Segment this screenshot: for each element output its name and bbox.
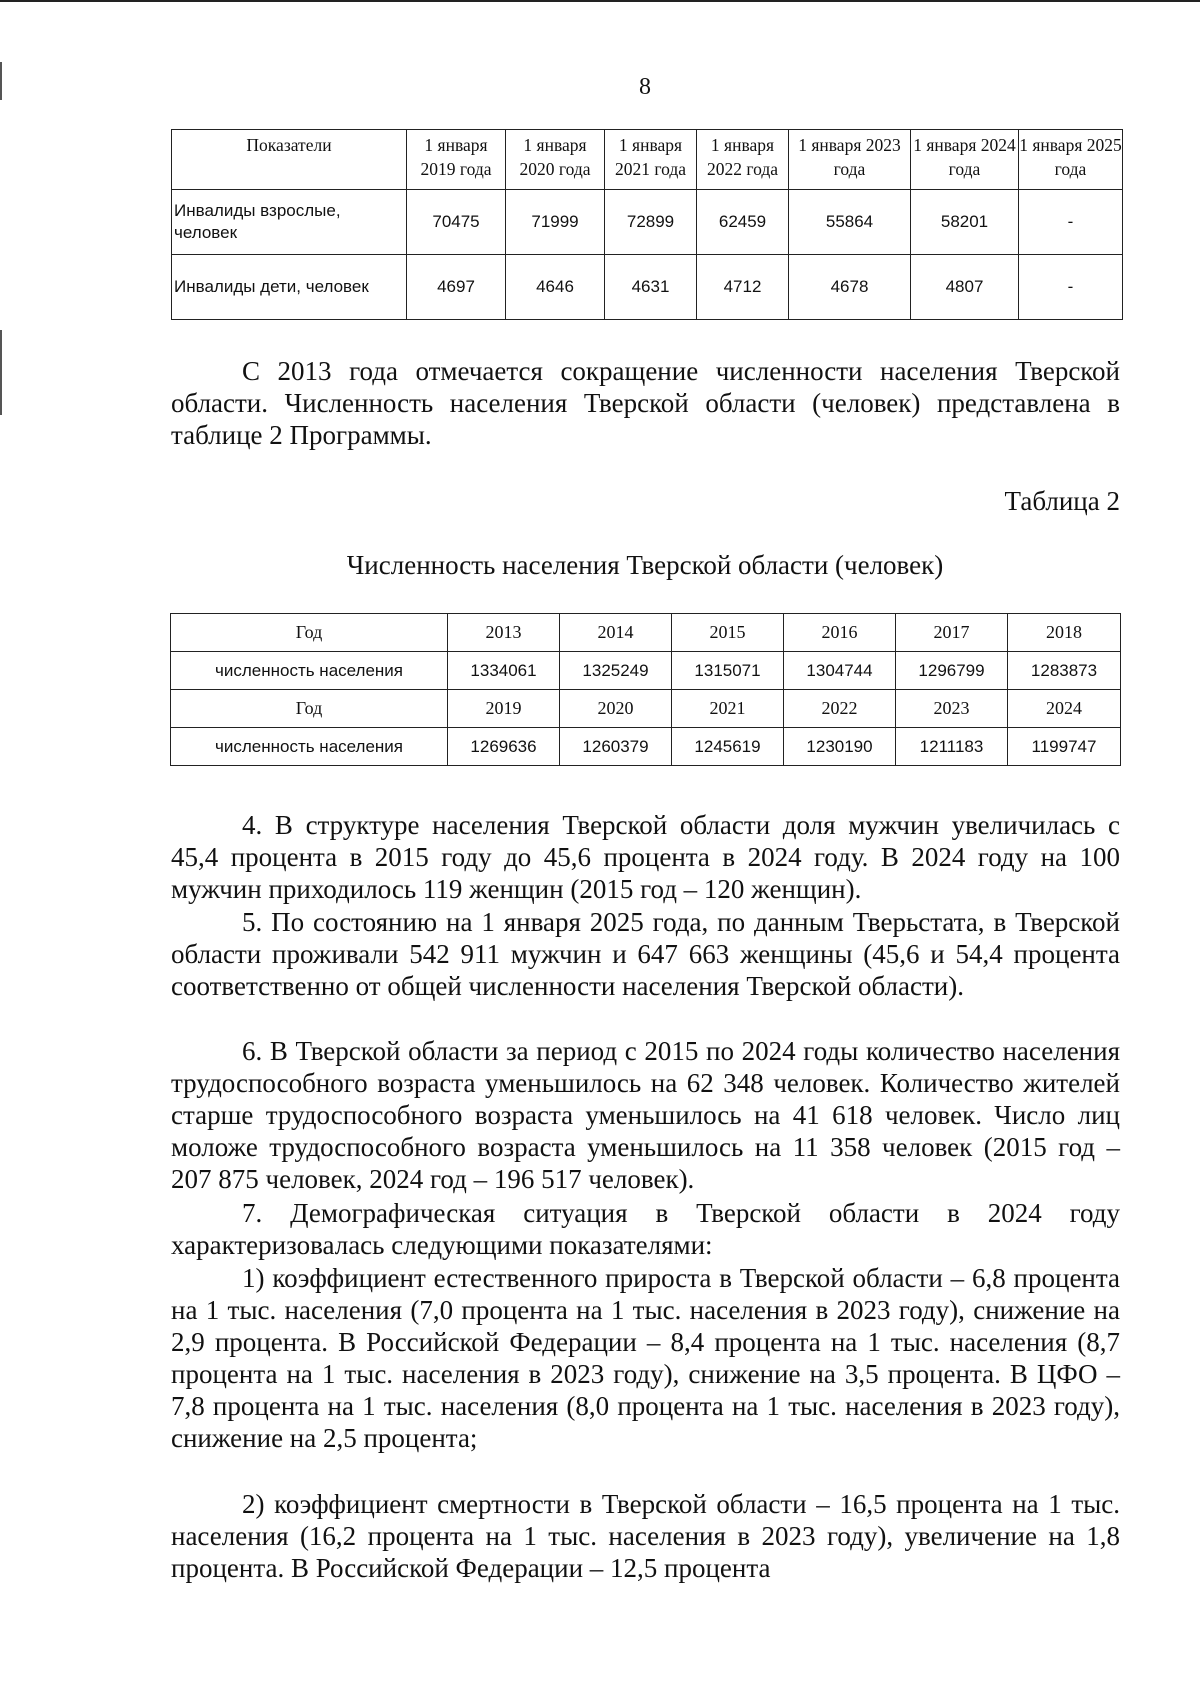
- table-header-cell: 1 января 2020 года: [506, 130, 605, 190]
- scan-margin-mark: [0, 330, 2, 415]
- table-cell: 1315071: [672, 652, 784, 690]
- table-cell: 1245619: [672, 728, 784, 766]
- row-label: Инвалиды взрослые, человек: [172, 190, 407, 255]
- table-header-row: [172, 130, 1123, 190]
- table-cell: 2022: [784, 690, 896, 728]
- table-row: [171, 652, 1121, 690]
- table-cell: 4631: [605, 255, 697, 320]
- table-cell: -: [1019, 190, 1123, 255]
- table-cell: 1325249: [560, 652, 672, 690]
- table-row: [171, 690, 1121, 728]
- paragraph-7-item-2: 2) коэффициент смертности в Тверской области – 16,5 процента на 1 тыс. населения (16,2 процента на 1 тыс. населения в 2023 году), увеличение на 1,8 процента. В Российской Федерации – 12,5 процента: [171, 1489, 1120, 1583]
- table-cell: 4712: [697, 255, 789, 320]
- table-cell: 2014: [560, 614, 672, 652]
- row-label: численность населения: [171, 728, 448, 766]
- table-header-cell: 1 января 2019 года: [407, 130, 506, 190]
- table-cell: 55864: [789, 190, 911, 255]
- table-row: [172, 190, 1123, 255]
- table-header-cell: 1 января 2022 года: [697, 130, 789, 190]
- table-cell: 2016: [784, 614, 896, 652]
- table-cell: 2020: [560, 690, 672, 728]
- paragraph-7: 7. Демографическая ситуация в Тверской области в 2024 году характеризовалась следующими показателями:: [171, 1198, 1120, 1260]
- intro-paragraph: С 2013 года отмечается сокращение численности населения Тверской области. Численность населения Тверской области (человек) представлена в таблице 2 Программы.: [171, 356, 1120, 450]
- table-2-label: Таблица 2: [1004, 486, 1120, 516]
- table-cell: 1199747: [1008, 728, 1121, 766]
- table-cell: 62459: [697, 190, 789, 255]
- table-cell: 71999: [506, 190, 605, 255]
- table-cell: 2021: [672, 690, 784, 728]
- row-label: Год: [171, 690, 448, 728]
- table-cell: -: [1019, 255, 1123, 320]
- table-cell: 4646: [506, 255, 605, 320]
- disabled-persons-table: [171, 129, 1123, 320]
- table-cell: 2015: [672, 614, 784, 652]
- population-table: [170, 613, 1121, 766]
- table-cell: 2017: [896, 614, 1008, 652]
- table-cell: 1304744: [784, 652, 896, 690]
- table-cell: 58201: [911, 190, 1019, 255]
- table-header-cell: 1 января 2023 года: [789, 130, 911, 190]
- table-header-cell: 1 января 2021 года: [605, 130, 697, 190]
- table-cell: 2024: [1008, 690, 1121, 728]
- paragraph-7-item-1: 1) коэффициент естественного прироста в Тверской области – 6,8 процента на 1 тыс. населения (7,0 процента на 1 тыс. населения в 2023 году), снижение на 2,9 процента. В Российской Федерации – 8,4 процента на 1 тыс. населения (8,7 процента на 1 тыс. населения в 2023 году), снижение на 3,5 процента. В ЦФО – 7,8 процента на 1 тыс. населения (8,0 процента на 1 тыс. населения в 2023 году), снижение на 2,5 процента;: [171, 1263, 1120, 1453]
- table-cell: 1334061: [448, 652, 560, 690]
- table-cell: 2019: [448, 690, 560, 728]
- table-cell: 4697: [407, 255, 506, 320]
- table-cell: 1230190: [784, 728, 896, 766]
- row-label: Год: [171, 614, 448, 652]
- table-cell: 2018: [1008, 614, 1121, 652]
- table-row: [171, 728, 1121, 766]
- paragraph-4: 4. В структуре населения Тверской области доля мужчин увеличилась с 45,4 процента в 2015 году до 45,6 процента в 2024 году. В 2024 году на 100 мужчин приходилось 119 женщин (2015 год – 120 женщин).: [171, 810, 1120, 904]
- table-cell: 1269636: [448, 728, 560, 766]
- table-cell: 4678: [789, 255, 911, 320]
- table-cell: 1260379: [560, 728, 672, 766]
- paragraph-6: 6. В Тверской области за период с 2015 по 2024 годы количество населения трудоспособного возраста уменьшилось на 62 348 человек. Количество жителей старше трудоспособного возраста уменьшилось на 41 618 человек. Число лиц моложе трудоспособного возраста уменьшилось на 11 358 человек (2015 год – 207 875 человек, 2024 год – 196 517 человек).: [171, 1036, 1120, 1194]
- row-label: Инвалиды дети, человек: [172, 255, 407, 320]
- table-row: [171, 614, 1121, 652]
- table-cell: 1296799: [896, 652, 1008, 690]
- table-cell: 2023: [896, 690, 1008, 728]
- table-cell: 1211183: [896, 728, 1008, 766]
- table-row: [172, 255, 1123, 320]
- table-cell: 2013: [448, 614, 560, 652]
- table-header-cell: 1 января 2024 года: [911, 130, 1019, 190]
- table-cell: 1283873: [1008, 652, 1121, 690]
- table-2-title: Численность населения Тверской области (человек): [346, 550, 944, 580]
- table-cell: 72899: [605, 190, 697, 255]
- table-header-cell: 1 января 2025 года: [1019, 130, 1123, 190]
- table-cell: 70475: [407, 190, 506, 255]
- table-cell: 4807: [911, 255, 1019, 320]
- top-border-line: [0, 0, 1200, 2]
- page-number: 8: [639, 74, 651, 100]
- paragraph-5: 5. По состоянию на 1 января 2025 года, по данным Тверьстата, в Тверской области проживали 542 911 мужчин и 647 663 женщины (45,6 и 54,4 процента соответственно от общей численности населения Тверской области).: [171, 907, 1120, 1001]
- table-header-cell: Показатели: [172, 130, 407, 190]
- row-label: численность населения: [171, 652, 448, 690]
